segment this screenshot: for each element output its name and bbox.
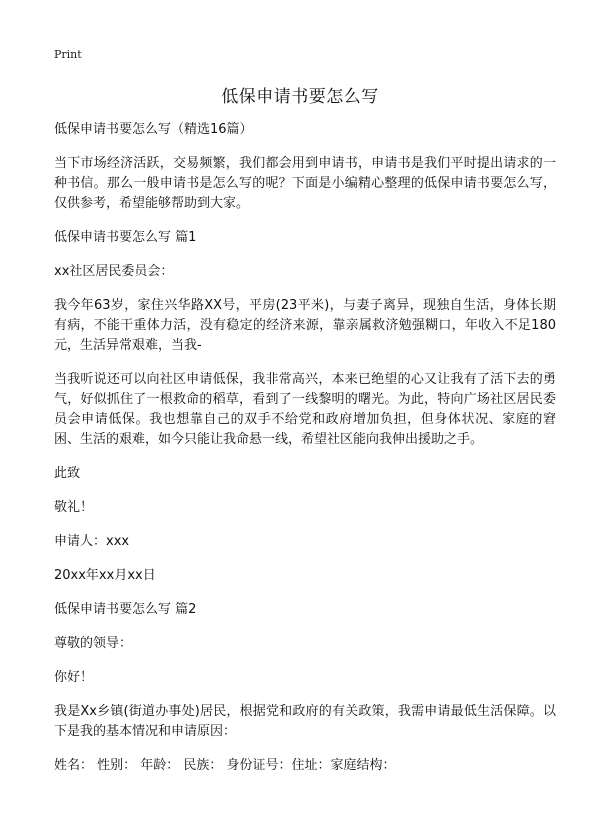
body-paragraph-2: 当我听说还可以向社区申请低保，我非常高兴，本来已绝望的心又让我有了活下去的勇气，好似抓住了一根救命的稻草，看到了一线黎明的曙光。为此，特向广场社区居民委员会申请低保。我也想靠自己的双手不给党和政府增加负担，但身体状况、家庭的窘困、生活的艰难，如今只能让我命悬一线，希望社区能向我伸出援助之手。 xyxy=(54,372,556,447)
page-title: 低保申请书要怎么写 xyxy=(221,87,379,107)
document-body xyxy=(54,120,556,790)
section-heading-1: 低保申请书要怎么写 篇1 xyxy=(54,230,197,245)
print-link[interactable]: Print xyxy=(54,48,82,61)
salutation-1: xx社区居民委员会： xyxy=(54,264,174,279)
closing-line: 此致 xyxy=(54,466,81,481)
salutation-2: 尊敬的领导： xyxy=(54,636,133,651)
closing-greeting: 敬礼！ xyxy=(54,500,94,515)
body-paragraph-1: 我今年63岁，家住兴华路XX号，平房(23平米)，与妻子离异，现独自生活，身体长期有病，不能干重体力活，没有稳定的经济来源，靠亲属救济勉强糊口，年收入不足180元，生活异常艰难，当我- xyxy=(54,298,556,353)
section-heading-2: 低保申请书要怎么写 篇2 xyxy=(54,602,197,617)
date-line: 20xx年xx月xx日 xyxy=(54,568,156,583)
intro-heading: 低保申请书要怎么写（精选16篇） xyxy=(54,122,253,137)
greeting-2: 你好！ xyxy=(54,670,94,685)
applicant-line: 申请人：xxx xyxy=(54,534,130,549)
body-paragraph-3: 我是Xx乡镇(街道办事处)居民，根据党和政府的有关政策，我需申请最低生活保障。以下是我的基本情况和申请原因： xyxy=(54,704,556,739)
info-fields-line: 姓名： 性别： 年龄： 民族： 身份证号：住址：家庭结构： xyxy=(54,758,396,773)
intro-paragraph: 当下市场经济活跃，交易频繁，我们都会用到申请书，申请书是我们平时提出请求的一种书信。那么一般申请书是怎么写的呢？下面是小编精心整理的低保申请书要怎么写，仅供参考，希望能够帮助到大家。 xyxy=(54,156,556,211)
